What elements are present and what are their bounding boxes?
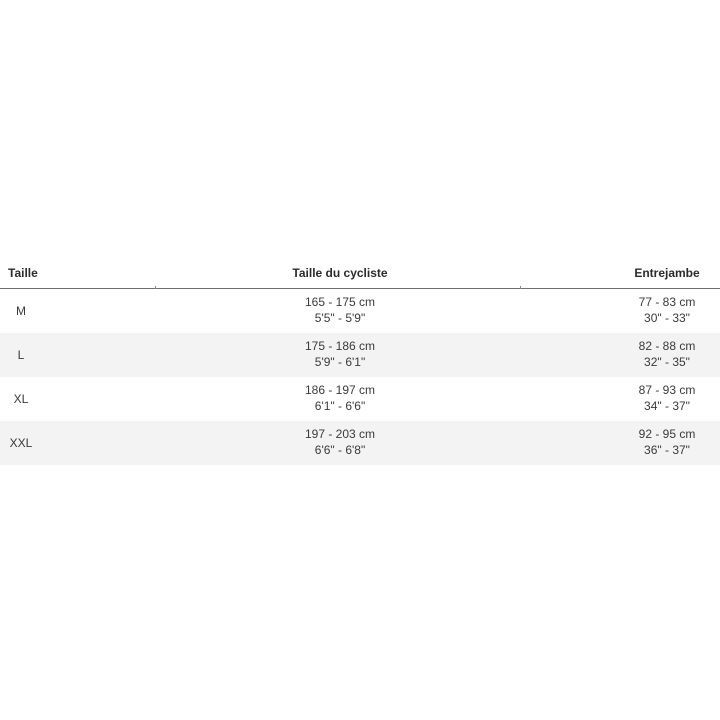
height-ft: 6'6" - 6'8" xyxy=(314,443,366,457)
header-size: Taille xyxy=(8,266,38,280)
height-ft: 6'1" - 6'6" xyxy=(314,399,366,413)
inseam-cell xyxy=(614,338,720,370)
inseam-in: 30" - 33" xyxy=(644,311,690,325)
size-cell: XL xyxy=(13,392,29,406)
rider-height-cell xyxy=(262,426,418,458)
inseam-cm: 82 - 88 cm xyxy=(638,339,696,353)
height-cm: 165 - 175 cm xyxy=(304,295,376,309)
table-row xyxy=(0,289,720,333)
inseam-cm: 77 - 83 cm xyxy=(638,295,696,309)
table-row xyxy=(0,421,720,465)
inseam-cell xyxy=(614,426,720,458)
rider-height-cell xyxy=(262,338,418,370)
rider-height-cell xyxy=(262,294,418,326)
size-cell: L xyxy=(17,348,25,362)
inseam-in: 32" - 35" xyxy=(644,355,690,369)
size-cell: XXL xyxy=(9,436,33,450)
height-ft: 5'9" - 6'1" xyxy=(314,355,366,369)
inseam-in: 34" - 37" xyxy=(644,399,690,413)
header-rider-height: Taille du cycliste xyxy=(292,266,388,280)
height-cm: 186 - 197 cm xyxy=(304,383,376,397)
size-cell: M xyxy=(16,304,26,318)
size-chart-table xyxy=(0,257,720,465)
inseam-cm: 92 - 95 cm xyxy=(638,427,696,441)
rider-height-cell xyxy=(262,382,418,414)
height-cm: 175 - 186 cm xyxy=(304,339,376,353)
height-ft: 5'5" - 5'9" xyxy=(314,311,366,325)
inseam-cell xyxy=(614,382,720,414)
height-cm: 197 - 203 cm xyxy=(304,427,376,441)
inseam-cell xyxy=(614,294,720,326)
table-row xyxy=(0,333,720,377)
table-header-row xyxy=(0,257,720,289)
header-inseam: Entrejambe xyxy=(634,266,700,280)
inseam-in: 36" - 37" xyxy=(644,443,690,457)
table-row xyxy=(0,377,720,421)
inseam-cm: 87 - 93 cm xyxy=(638,383,696,397)
